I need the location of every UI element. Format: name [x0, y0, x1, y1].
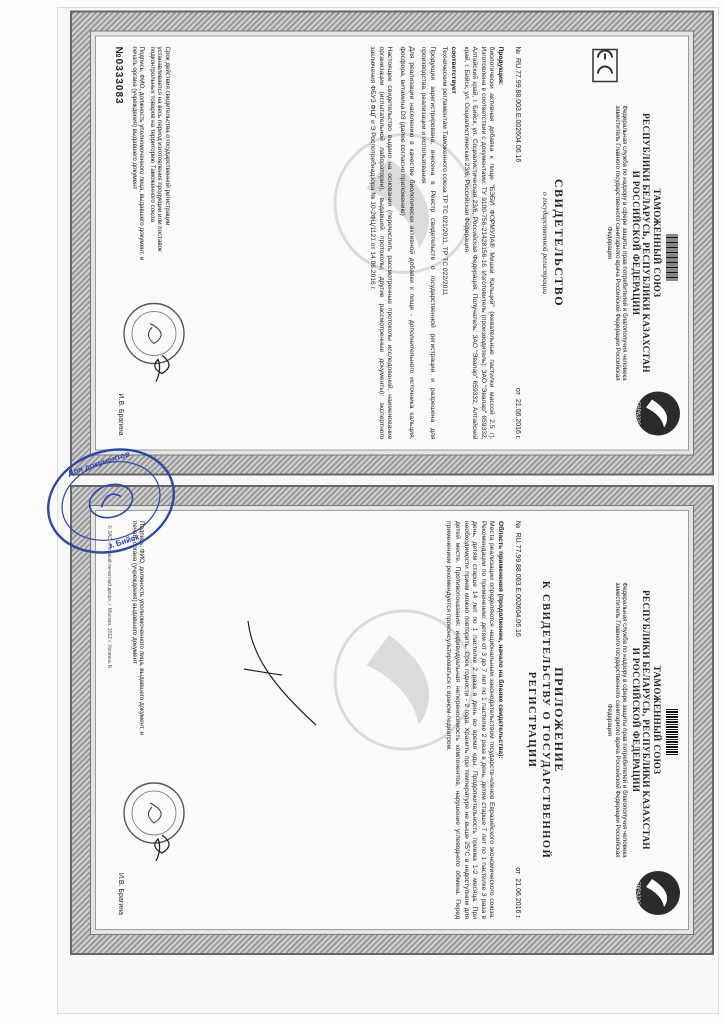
seal-and-signature — [120, 773, 190, 913]
product-text: биологически активная добавка к пище "БЭБИ ФОРМУЛА® Мишки Кальций" (жевательные пастилки массой 2,5 г). Изготовлена в соответствии с документами: ТУ 9100-756-21428156-16. Изготовитель (производитель): ЗАО "Эвалар" 659332, Алтайский край, г. Бийск, ул. Социалистическая 23/6, Российская Федерация. Получатель: ЗАО "Эвалар" 659332, Алтайский край, г. Бийск, ул. Социалистическая 23/6, Российская Федерация — [462, 46, 496, 439]
signer-caption: Подпись, ФИО, должность уполномоченного лица, выдавшего документ, и печать органа (учреждения) выдавшего документ — [130, 521, 146, 735]
certificate-number-row — [513, 46, 522, 439]
blank-serial-number: №0333083 — [113, 46, 124, 105]
validity-text: Срок действия свидетельства о государственной регистрации устанавливается на весь период изготовления продукции или поставок подконтрольных товаров на территорию Таможенного союза — [148, 46, 171, 252]
eac-mark-icon — [592, 48, 618, 82]
certificate-number: RU.77.99.88.003.E.002604.06.16 — [514, 57, 521, 162]
agency-name: Федеральная служба по надзору в сфере защиты прав потребителей и благополучия человека заместитель Главного государственного санитарного врача Российской Федерации Российская Федерация — [606, 582, 629, 858]
date-label: от — [514, 387, 521, 395]
issuer-line-2: РЕСПУБЛИКИ БЕЛАРУСЬ, РЕСПУБЛИКИ КАЗАХСТАН — [641, 112, 652, 373]
appendix-number-row — [513, 521, 522, 919]
appendix-date: 21.06.2016 г. — [514, 878, 521, 919]
certificate-title: СВИДЕТЕЛЬСТВО — [552, 178, 566, 307]
appendix-body — [440, 521, 504, 919]
stamp-text: Для документов — [66, 449, 132, 478]
signer-name: И.В. Брагина — [117, 872, 124, 915]
svg-text:ЕВРАЗЭС: ЕВРАЗЭС — [634, 881, 641, 905]
eurasec-logo — [634, 869, 682, 917]
registration-certificate — [70, 10, 714, 475]
signer-name: И.В. Брагина — [117, 392, 124, 435]
certificate-date: 21.06.2016 г. — [514, 398, 521, 439]
barcode — [666, 234, 678, 280]
basis-text: Настоящее свидетельство выдано на основании (перечислить рассмотренные протоколы исследований, наименование организации (испытательной лаборатории), выдавшей протоколы, другие рассмотренные документы): экспертного заключения ФБУЗ ФЦГ и Э Роспотребнадзора № 10-2ФЦ/1121 от 14.06.2016 г. — [369, 46, 394, 439]
registration-text: Продукция зарегистрирована, внесена в Реестр свидетельств о государственной регистрации и разрешена для производства, реализации и использования — [420, 46, 436, 439]
appendix-title: ПРИЛОЖЕНИЕ — [552, 667, 566, 773]
appendix-title-2: К СВИДЕТЕЛЬСТВУ О ГОСУДАРСТВЕННОЙ РЕГИСТРАЦИИ — [526, 580, 551, 860]
svg-text:ЕВРАЗЭС: ЕВРАЗЭС — [634, 401, 641, 425]
seal-and-signature — [120, 293, 190, 433]
signer-caption: Подпись, ФИО, должность уполномоченного лица, выдавшего документ, и печать органа (учреждения) выдавшего документ — [130, 46, 146, 260]
printer-imprint: © ЗАО «Первый печатный двор», г. Москва, 2012 г. Уровень Б — [106, 525, 112, 669]
issuer-line-1: ТАМОЖЕННЫЙ СОЮЗ — [652, 665, 662, 775]
compliance-text: Техническим регламентам Таможенного союза ТР ТС 021/2011, ТР ТС 022/2011 — [441, 46, 449, 295]
issuer-line-2: РЕСПУБЛИКИ БЕЛАРУСЬ, РЕСПУБЛИКИ КАЗАХСТАН — [641, 590, 652, 850]
issuer-line-3: И РОССИЙСКОЙ ФЕДЕРАЦИИ — [631, 170, 641, 315]
scope-heading: Область применения (продолжение, начало на бланке свидетельства): — [497, 521, 504, 759]
compliance-heading: соответствует — [450, 46, 458, 94]
issuer-line-3: И РОССИЙСКОЙ ФЕДЕРАЦИИ — [631, 647, 641, 793]
number-label: № — [514, 521, 521, 529]
number-label: № — [514, 46, 521, 54]
scope-text: Места реализации определяются национальным законодательством государств-членов Евразийского экономического союза. Рекомендации по применению: детям от 3 до 7 лет по 1 пастилке 2 раза в день, детям старше 7 лет по 1 пастилке 3 раза в день, детям старше 14 лет по 1 пастилке 2 раза в день во время еды. Продолжительность приема 1-2 месяца. При необходимости прием можно повторить. Срок годности - 2 года. Хранить при температуре не выше 25°С в недоступном для детей месте. Противопоказания: индивидуальная непереносимость компонентов, нарушение углеводного обмена. Перед применением рекомендуется проконсультироваться с врачом-педиатром. — [445, 521, 496, 919]
barcode — [666, 709, 678, 755]
company-stamp — [38, 442, 184, 560]
certificate-footer — [130, 46, 171, 266]
date-label: от — [514, 867, 521, 875]
agency-name: Федеральная служба по надзору в сфере защиты прав потребителей и благополучия человека заместитель Главного государственного санитарного врача Российской Федерации Российская Федерация — [606, 104, 629, 381]
certificate-body — [364, 46, 504, 439]
usage-text: Для реализации населению в качестве биологически активной добавки к пище - дополнительного источника кальция, фосфора, витамина D3 (далее согласно приложению) — [399, 46, 415, 439]
eurasec-logo — [634, 389, 682, 437]
stamp-city: г. Бийск — [107, 532, 141, 551]
cancel-scribble — [242, 615, 322, 735]
product-heading: Продукция: — [497, 46, 504, 85]
issuer-line-1: ТАМОЖЕННЫЙ СОЮЗ — [652, 188, 662, 297]
appendix-number: RU.77.99.88.003.E.002604.06.16 — [514, 532, 521, 637]
certificate-subtitle: о государственной регистрации — [541, 191, 550, 294]
